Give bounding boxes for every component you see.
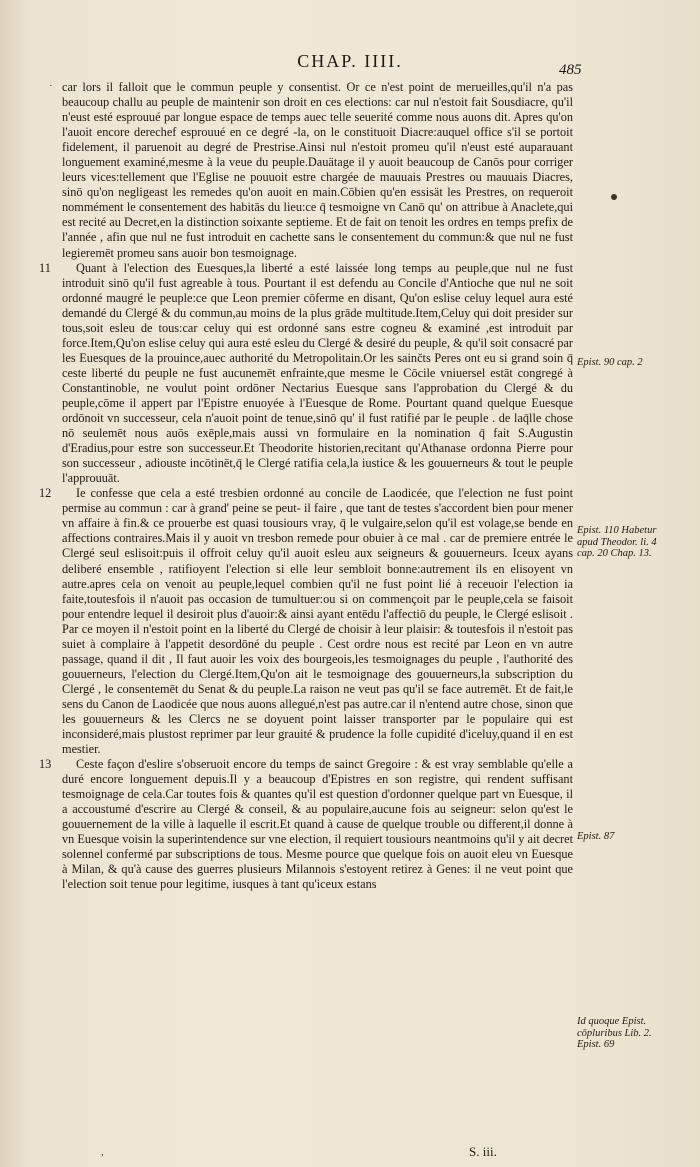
paragraph-number: 12: [39, 486, 52, 501]
running-header: CHAP. IIII.: [297, 51, 403, 71]
margin-note-id-quoque: Id quoque Epist. cōpluribus Lib. 2. Epist. 69: [577, 1016, 652, 1050]
paragraph-number: 13: [39, 757, 52, 772]
paragraph-13: [39, 757, 573, 892]
paragraph-text: Quant à l'election des Euesques,la liberté a esté laissée long temps au peuple,que nul ne fust introduit sinō qu'il fust agreable à tous. Pourtant il est defendu au Concile d'Antioche que nul ne soit ordonné maugré le peuple:ce que Leon premier cōferme en disant, Qu'on eslise celuy lequel aura esté demandé du Clergé & du commun,au moins de la plus grāde multitude.Item,Celuy qui doit presider sur tous,soit esleu de tous:car celuy qui est ordonné sans estre cogneu & examiné ,est introduit par force.Item,Qu'on eslise celuy qui aura esté esleu du Clergé & desiré du peuple, & qu'il soit consacré par les Euesques de la prouince,auec authorité du Metropolitain.Or les sainčts Peres ont eu si grand soin q̄ ceste liberté du peuple ne fust aucunemēt enfrainte,que mesme le Cōcile vniuersel estāt congregé à Constantinoble, ne voulut point ordōner Nectarius Euesque sans l'approbation du Clergé & du peuple,cōme il appert par l'Epistre enuoyée à l'Euesque de Rome. Pourtant quand quelque Euesque ordōnoit vn successeur, cela n'auoit point de tenue,sinō qu' il fust ratifié par le peuple . de laq̄lle chose nō seulemēt nous auōs exēple,mais aussi vn formulaire en la nomination q̄ fait S.Augustin d'Eradius,pour estre son successeur.Et Theodorite historien,recitant qu'Athanase ordonna Pierre pour son successeur , adiouste incōtinēt,q̄ le Clergé ratifia cela,la iustice & les gouuerneurs & tout le peuple l'approuuāt.: [62, 260, 573, 486]
signature-mark: S. iii.: [469, 1144, 497, 1159]
paragraph-number: 11: [39, 260, 51, 275]
stray-ink-mark: ,: [101, 1146, 104, 1158]
paragraph-12: [39, 486, 573, 757]
paragraph-11: [39, 260, 573, 487]
margin-note-epist-90: Epist. 90 cap. 2: [577, 357, 643, 368]
margin-note-epist-87: Epist. 87: [577, 831, 615, 842]
margin-note-epist-110: Epist. 110 Habetur apud Theodor. li. 4 cap. 20 Chap. 13.: [577, 525, 657, 559]
paragraph-text: Ceste façon d'eslire s'obseruoit encore du temps de sainct Gregoire : & est vray semblable qu'elle a duré encore longuement depuis.Il y a beaucoup d'Epistres en son registre, qui rendent suffisant tesmoignage de cela.Car toutes fois & quantes qu'il est question d'ordonner quelque part vn Euesque, il a accoustumé d'escrire au Clergé & conseil, & au populaire,aucune fois au seigneur: selon qu'est le gouuernement de la ville à laquelle il escrit.Et quand à cause de quelque trouble ou different,il donne à vn Euesque voisin la superintendence sur vne election, il requiert tousiours neantmoins qu'il y ait decret solennel confermé par subscriptions de tous. Mesme pource que quelque fois on auoit eleu vn Euesque à Milan, & qu'à cause des guerres plusieurs Milannois s'estoyent retirez à Genes: il ne veut point que l'election soit tenue pour legitime, iusques à tant qu'iceux estans: [62, 757, 573, 892]
page-number: 485: [559, 62, 582, 78]
paragraph-text: Ie confesse que cela a esté tresbien ordonné au concile de Laodicée, que l'election ne fust point permise au commun : car à grand' peine se peut- il faire , que tant de testes s'accordent bien pour mener vn affaire à fin.& ce prouerbe est quasi tousiours vray, q̄ le vulgaire,selon qu'il est volage,se bende en affections contraires.Mais il y auoit vn tresbon remede pour obuier à ce mal . car de premiere entrée le Clergé seul eslisoit:puis il offroit celuy qu'il auoit esleu aux seigneurs & gouuerneurs. Iceux ayans deliberé ensemble , ratifioyent l'election si elle leur sembloit bonne:autrement ils en elisoyent vn autre.apres cela on venoit au peuple,lequel combien qu'il ne fust point lié à receuoir l'election ia faite,toutesfois il n'auoit pas occasion de tumultuer:ou si on commençoit par le peuple,cela se faisoit pour entendre lequel il desiroit plus d'auoir:& ainsi ayant entēdu l'affectiō du peuple, le Clergé eslisoit . Par ce moyen il n'estoit point en la liberté du Clergé de choisir à leur plaisir: & toutesfois il n'estoit pas suiet à complaire à l'appetit desordōné du peuple . Cest ordre nous est recité par Leon en vn autre passage, quand il dit , Il faut auoir les voix des bourgeois,les tesmoignages du peuple , l'authorité des gouuerneurs, l'election du Clergé.Item,Qu'on ait le tesmoignage des gouuerneurs,la subscription du Clergé , le consentemēt du Senat & du peuple.La raison ne veut pas qu'il se face autremēt. Et de fait,le sens du Canon de Laodicée que nous auons allegué,n'est pas autre.car il n'entend autre chose, sinon que les gouuerneurs & les Clercs ne se doyuent point laisser transporter par le populaire qui est inconsideré,mais plustost reprimer par leur grauité & prudence la folle cupidité d'iceluy,quand il en est mestier.: [62, 486, 573, 757]
paragraph-continued: [62, 80, 573, 261]
ink-blot: [611, 194, 617, 200]
stray-ink-mark: ·: [49, 80, 53, 92]
paragraph-text: car lors il falloit que le commun peuple y consentist. Or ce n'est point de merueilles,qu'il n'a pas beaucoup challu au peuple de maintenir son droit en ces elections: car nul n'estoit fait Sousdiacre, qu'il n'eust esté esprouué par longue espace de temps auec telle seuerité comme nous auons dit. Apres qu'on l'auoit encore derechef esprouué en ce degré -la, on le constituoit Diacre:auquel office s'il se portoit fidelement, il paruenoit au degré de Prestrise.Ainsi nul n'estoit promeu qu'il n'eust esté auparauant longuement examiné,mesme à la veue du peuple.Dauätage il y auoit beaucoup de Canōs pour corriger leurs vices:tellement que l'Eglise ne pouuoit estre chargée de mauuais Prestres ou mauuais Diacres, sinō qu'on negligeast les remedes qu'on auoit en main.Cōbien qu'en essisät les Prestres, on requeroit nommément le consentement des habitās du lieu:ce q̄ tesmoigne vn Canō qu' on attribue à Anaclete,qui est recité au Decret,en la distinction soixante septieme. Et de fait on tenoit les ordres en temps prefix de l'année , afin que nul ne fust introduit en cachette sans le consentement du commun:& que nul ne fust legieremēt promeu sans auoir bon tesmoignage.: [62, 80, 573, 260]
main-text-column: [39, 80, 573, 893]
